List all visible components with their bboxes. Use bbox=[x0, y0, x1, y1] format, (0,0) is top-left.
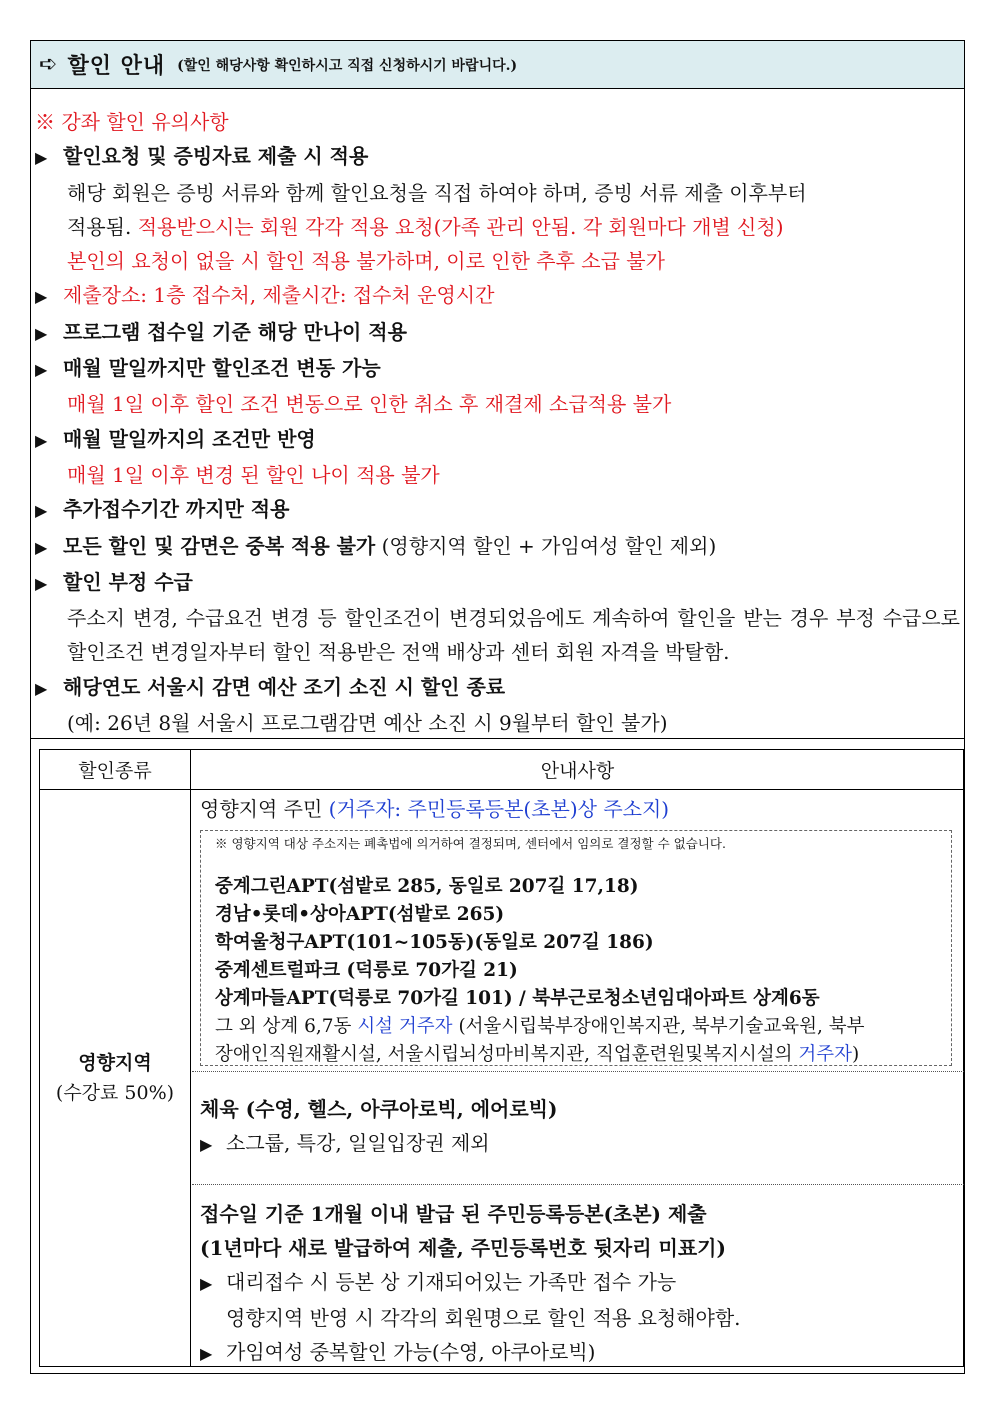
document-title-note: (1년마다 새로 발급하여 제출, 주민등록번호 뒷자리 미표기) bbox=[200, 1236, 726, 1260]
address-item: 경남•롯데•상아APT(섬밭로 265) bbox=[215, 904, 505, 925]
discount-category-cell bbox=[40, 790, 191, 1366]
note-item: ▶ 할인요청 및 증빙자료 제출 시 적용 bbox=[35, 139, 964, 175]
note-detail: 적용됨. 적용받으시는 회원 각각 적용 요청(가족 관리 안됨. 각 회원마다 개별 신청) bbox=[67, 214, 784, 239]
note-item: ▶ 할인 부정 수급 bbox=[35, 565, 964, 601]
document-section bbox=[192, 1185, 964, 1366]
address-item: 학여울청구APT(101~105동)(동일로 207길 186) bbox=[215, 932, 654, 953]
arrow-right-icon: ➪ bbox=[39, 52, 58, 77]
triangle-bullet-icon: ▶ bbox=[200, 1344, 213, 1363]
resident-section bbox=[192, 790, 964, 1072]
note-detail: 본인의 요청이 없을 시 할인 적용 불가하며, 이로 인한 추후 소급 불가 bbox=[67, 249, 665, 274]
notice-header bbox=[31, 41, 964, 89]
triangle-bullet-icon: ▶ bbox=[35, 537, 48, 557]
document-note: 영향지역 반영 시 각각의 회원명으로 할인 적용 요청해야함. bbox=[226, 1306, 741, 1330]
facility-line: 그 외 상계 6,7동 시설 거주자 (서울시립북부장애인복지관, 북부기술교육원, 북부 bbox=[215, 1016, 865, 1037]
notice-subtitle: (할인 해당사항 확인하시고 직접 신청하시기 바랍니다.) bbox=[177, 57, 518, 74]
note-item: ▶ 매월 말일까지만 할인조건 변동 가능 bbox=[35, 351, 964, 387]
triangle-bullet-icon: ▶ bbox=[35, 360, 48, 380]
triangle-bullet-icon: ▶ bbox=[35, 148, 48, 168]
sports-exclusion: ▶ 소그룹, 특강, 일일입장권 제외 bbox=[192, 1126, 964, 1162]
facility-line: 장애인직원재활시설, 서울시립뇌성마비복지관, 직업훈련원및복지시설의 거주자) bbox=[215, 1044, 860, 1065]
triangle-bullet-icon: ▶ bbox=[35, 573, 48, 593]
category-name: 영향지역 bbox=[78, 1052, 152, 1074]
note-item: ▶ 프로그램 접수일 기준 해당 만나이 적용 bbox=[35, 315, 964, 351]
note-item: ▶ 추가접수기간 까지만 적용 bbox=[35, 492, 964, 528]
triangle-bullet-icon: ▶ bbox=[35, 501, 48, 521]
note-detail: 해당 회원은 증빙 서류와 함께 할인요청을 직접 하여야 하며, 증빙 서류 제출 이후부터 bbox=[67, 180, 807, 205]
note-item: ▶ 제출장소: 1층 접수처, 제출시간: 접수처 운영시간 bbox=[35, 278, 964, 314]
sports-title: 체육 (수영, 헬스, 아쿠아로빅, 에어로빅) bbox=[200, 1097, 558, 1121]
triangle-bullet-icon: ▶ bbox=[200, 1135, 213, 1154]
resident-line: 영향지역 주민 (거주자: 주민등록등본(초본)상 주소지) bbox=[200, 797, 670, 821]
notes-heading: ※ 강좌 할인 유의사항 bbox=[35, 110, 229, 134]
law-note: ※ 영향지역 대상 주소지는 폐촉법에 의거하여 결정되며, 센터에서 임의로 결정할 수 없습니다. bbox=[215, 836, 726, 851]
address-item: 상계마들APT(덕릉로 70가길 101) / 북부근로청소년임대아파트 상계6동 bbox=[215, 988, 820, 1009]
table-header-type: 할인종류 bbox=[40, 750, 191, 790]
discount-table bbox=[39, 749, 964, 1367]
note-detail: (예: 26년 8월 서울시 프로그램감면 예산 소진 시 9월부터 할인 불가) bbox=[67, 711, 668, 736]
document-note: ▶ 가임여성 중복할인 가능(수영, 아쿠아로빅) bbox=[192, 1335, 964, 1371]
section-divider bbox=[31, 738, 964, 739]
address-box bbox=[200, 830, 952, 1066]
address-item: 중계센트럴파크 (덕릉로 70가길 21) bbox=[215, 960, 518, 981]
address-item: 중계그린APT(섬밭로 285, 동일로 207길 17,18) bbox=[215, 876, 639, 897]
triangle-bullet-icon: ▶ bbox=[35, 287, 48, 307]
notice-title: 할인 안내 bbox=[67, 53, 166, 79]
category-rate: (수강료 50%) bbox=[55, 1082, 175, 1104]
note-item: ▶ 해당연도 서울시 감면 예산 조기 소진 시 할인 종료 bbox=[35, 670, 964, 706]
note-detail: 매월 1일 이후 변경 된 할인 나이 적용 불가 bbox=[67, 462, 440, 487]
triangle-bullet-icon: ▶ bbox=[35, 430, 48, 450]
note-item: ▶ 매월 말일까지의 조건만 반영 bbox=[35, 422, 964, 458]
document-title: 접수일 기준 1개월 이내 발급 된 주민등록등본(초본) 제출 bbox=[200, 1202, 707, 1226]
discount-notice-frame bbox=[30, 40, 965, 1374]
document-note: ▶ 대리접수 시 등본 상 기재되어있는 가족만 접수 가능 bbox=[192, 1265, 964, 1301]
notes-section bbox=[31, 89, 964, 740]
table-header-info: 안내사항 bbox=[191, 750, 964, 790]
note-detail: 주소지 변경, 수급요건 변경 등 할인조건이 변경되었음에도 계속하여 할인을 받는 경우 부정 수급으로 할인조건 변경일자부터 할인 적용받은 전액 배상과 센터 회원 자격을 박탈함. bbox=[67, 606, 960, 665]
triangle-bullet-icon: ▶ bbox=[200, 1274, 213, 1293]
triangle-bullet-icon: ▶ bbox=[35, 323, 48, 343]
triangle-bullet-icon: ▶ bbox=[35, 678, 48, 698]
sports-section bbox=[192, 1072, 964, 1185]
note-item: ▶ 모든 할인 및 감면은 중복 적용 불가 (영향지역 할인 + 가임여성 할인 제외) bbox=[35, 529, 964, 565]
note-detail: 매월 1일 이후 할인 조건 변동으로 인한 취소 후 재결제 소급적용 불가 bbox=[67, 392, 672, 417]
